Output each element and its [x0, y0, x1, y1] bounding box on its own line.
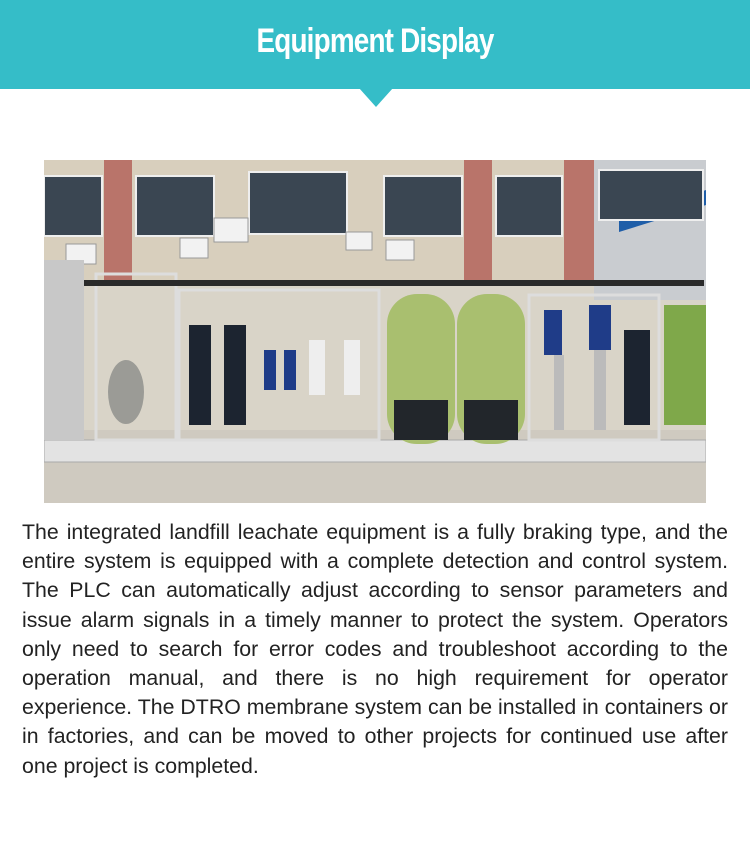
- banner-pointer: [359, 88, 393, 107]
- section-title: Equipment Display: [256, 22, 494, 60]
- equipment-photo: [44, 160, 706, 503]
- header-banner: [0, 0, 750, 89]
- equipment-description: The integrated landfill leachate equipment is a fully braking type, and the entire system is equipped with a complete detection and control system. The PLC can automatically adjust according to sensor parameters and issue alarm signals in a timely manner to protect the system. Operators only need to search for error codes and troubleshoot according to the operation manual, and there is no high requirement for operator experience. The DTRO membrane system can be installed in containers or in factories, and can be moved to other projects for continued use after one project is completed.: [22, 520, 728, 778]
